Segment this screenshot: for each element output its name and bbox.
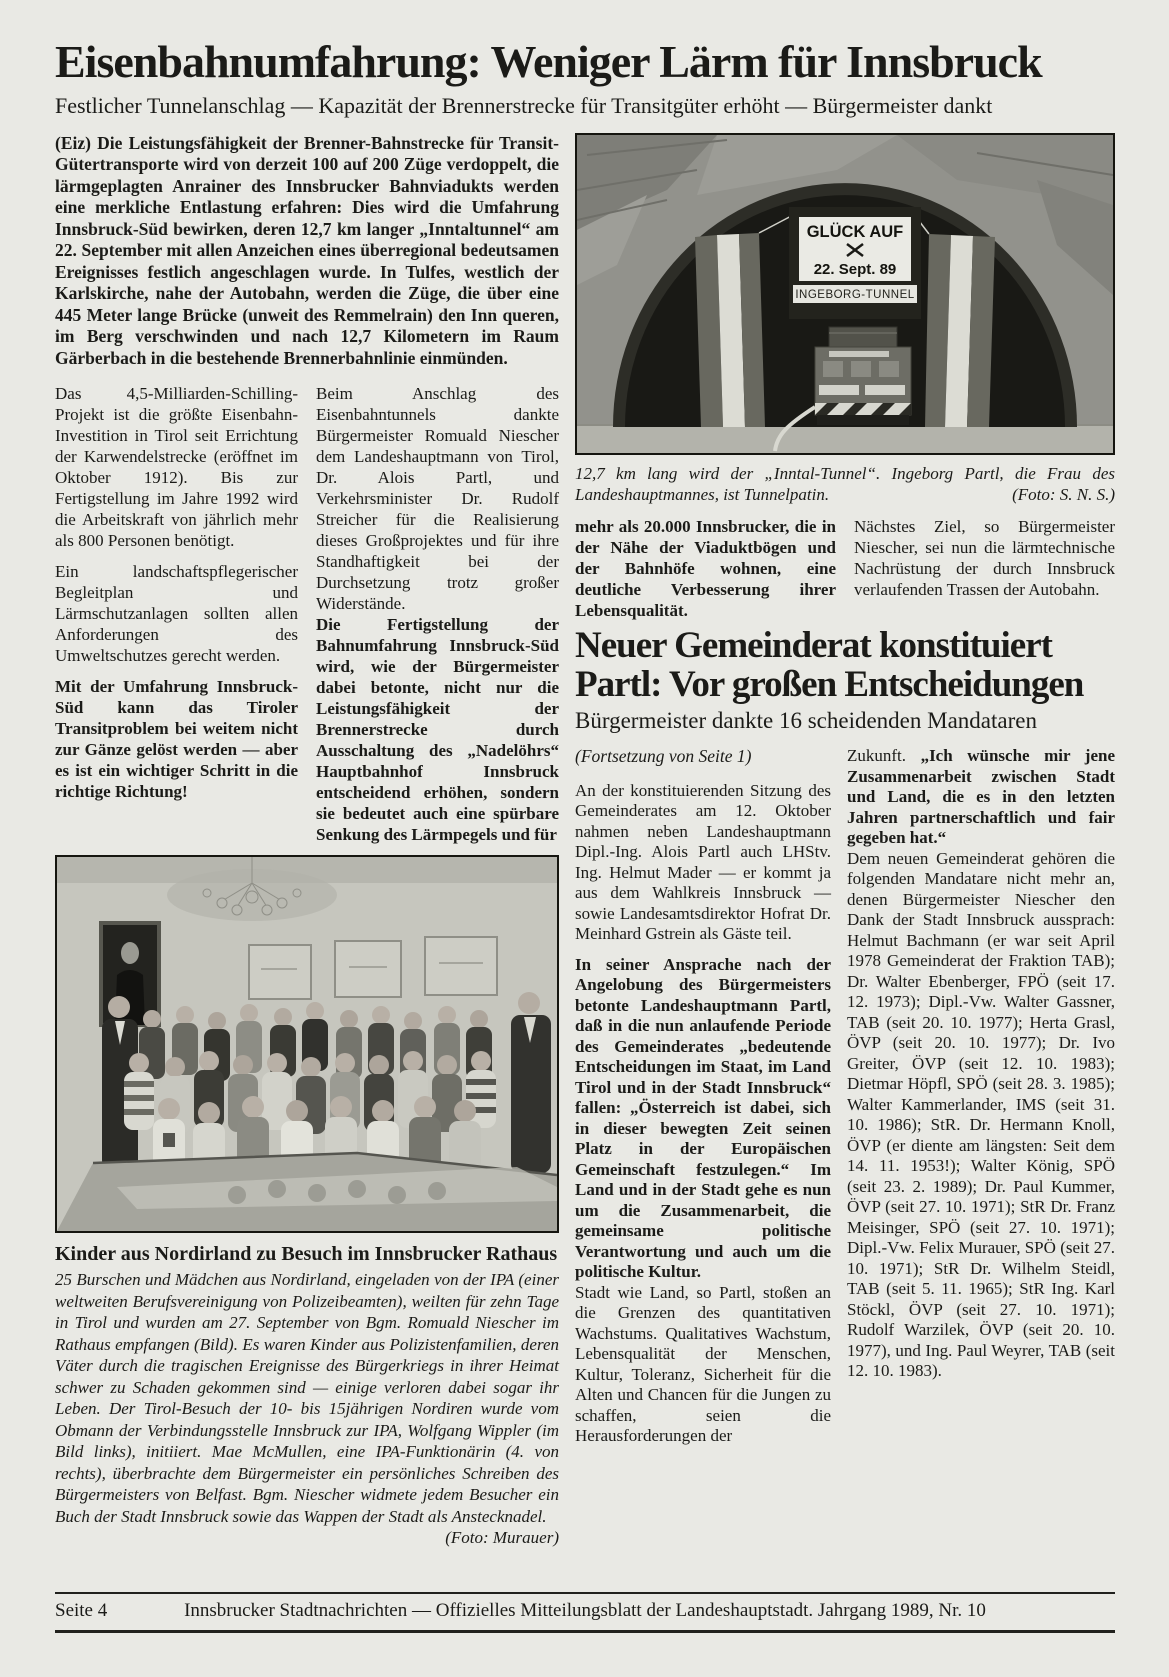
- paragraph: [847, 746, 1115, 849]
- paragraph: Ein landschaftspflegerischer Begleitplan und Lärmschutzanlagen sollten allen Anforderungen des Umweltschutzes gerecht werden.: [55, 562, 298, 666]
- ground: [577, 425, 1113, 453]
- article2-column-2: [847, 746, 1115, 1447]
- group-photo-caption-title: Kinder aus Nordirland zu Besuch im Innsbrucker Rathaus: [55, 1243, 558, 1266]
- article1-column-4: [854, 516, 1115, 621]
- group-photo-caption-text: 25 Burschen und Mädchen aus Nordirland, eingeladen von der IPA (einer weltweiten Berufsvereinigung von Polizeibeamten), weilten für zehn Tage in Tirol und wurden am 27. September von Bgm. Romuald Niescher im Rathaus empfangen (Bild). Es waren Kinder aus Polizistenfamilien, deren Väter durch die tragischen Ereignisse des Bürgerkriegs in ihrer Heimat schwer zu Schaden gekommen sind — einige verloren dabei sogar ihr Leben. Der Tirol-Besuch der 10- bis 15jährigen Nordiren wurde vom Obmann der Verbindungsstelle Innsbruck zur IPA, Wolfgang Wippler (im Bild links), initiiert. Mae McMullen, eine IPA-Funktionärin (4. von rechts), überbrachte dem Bürgermeister ein persönliches Schreiben des Bürgermeisters von Belfast. Bgm. Niescher widmete jedem Besucher ein Buch der Stadt Innsbruck sowie das Wappen der Stadt als Anstecknadel.: [55, 1270, 559, 1526]
- article1-columns-continued: [575, 516, 1115, 621]
- page-footer: [55, 1592, 1115, 1633]
- hazard-stripes: [815, 403, 911, 415]
- page-content: [55, 38, 1115, 1549]
- paragraph: mehr als 20.000 Innsbrucker, die in der Nähe der Viaduktbögen und der Bahnhöfe wohnen, eine deutliche Verbesserung ihrer Lebensqualität.: [575, 516, 836, 620]
- main-layout: [55, 133, 1115, 1549]
- article1-column-2: [316, 383, 559, 845]
- tunnel-sign: [789, 207, 921, 319]
- paragraph: Die Fertigstellung der Bahnumfahrung Innsbruck-Süd wird, wie der Bürgermeister dabei betonte, nicht nur die Leistungsfähigkeit der Brennerstrecke durch Ausschaltung des „Nadelöhrs“ Hauptbahnhof Innsbruck entscheidend erhöhen, sondern sie bedeutet auch eine spürbare Senkung des Lärmpegels und für: [316, 615, 559, 845]
- article1-headline: Eisenbahnumfahrung: Weniger Lärm für Innsbruck: [55, 36, 1042, 87]
- paragraph: Stadt wie Land, so Partl, stoßen an die Grenzen des quantitativen Wachstums. Qualitatives Wachstum, Lebensqualität der Menschen, Kultur, Toleranz, Sicherheit für die Alten und Chancen für die Jungen zu schaffen, seien die Herausforderungen der: [575, 1282, 831, 1446]
- left-region: [55, 133, 559, 1549]
- tunnel-photo-caption: [575, 463, 1115, 506]
- paragraph: Mit der Umfahrung Innsbruck-Süd kann das Tiroler Transitproblem bei weitem nicht zur Gänze gelöst werden — aber es ist ein wichtiger Schritt in die richtige Richtung!: [55, 677, 298, 802]
- tunnel-photo-caption-text: 12,7 km lang wird der „Inntal-Tunnel“. Ingeborg Partl, die Frau des Landeshauptmannes, ist Tunnelpatin.: [575, 463, 1115, 505]
- right-region: [575, 133, 1115, 1447]
- paragraph: In seiner Ansprache nach der Angelobung des Bürgermeisters betonte Landeshauptmann Partl, daß in die nun anlaufende Periode des Gemeinderates „bedeutende Entscheidungen im Staat, im Land Tirol und in der Stadt Innsbruck“ fallen: „Österreich ist dabei, sich in dieser bewegten Zeit seinen Platz in der Europäischen Gemeinschaft festzulegen.“ Im Land und in der Stadt gehe es nun um die Zusammenarbeit, die gemeinsame politische Verantwortung und auch um die politische Kultur.: [575, 954, 831, 1282]
- paragraph-lead-in: Zukunft.: [847, 746, 921, 766]
- page-number-label: Seite 4: [55, 1600, 108, 1621]
- article1-lead-paragraph: (Eiz) Die Leistungsfähigkeit der Brenner-Bahnstrecke für Transit-Gütertransporte wird von derzeit 100 auf 200 Züge verdoppelt, die lärmgeplagten Anrainer des Innsbrucker Bahnviadukts werden eine merkliche Entlastung erfahren: Dies wird die Umfahrung Innsbruck-Süd bewirken, deren 12,7 km langer „Inntaltunnel“ am 22. September mit allen Anzeichen eines überregional bedeutsamen Ereignisses festlich angeschlagen wurde. In Tulfes, westlich der Karlskirche, nahe der Autobahn, werden die Züge, die über eine 445 Meter lange Brücke (unweit des Remmelrain) den Inn queren, im Berg verschwinden und nach 12,7 Kilometern im Raum Gärberbach in die bestehende Brennerbahnlinie einmünden.: [55, 132, 559, 368]
- paragraph: An der konstituierenden Sitzung des Gemeinderates am 12. Oktober nahmen neben Landeshauptmann Dipl.-Ing. Alois Partl auch LHStv. Ing. Helmut Mader — er kommt ja aus dem Wahlkreis Innsbruck — sowie Landesamtsdirektor Hofrat Dr. Meinhard Gstrein als Gäste teil.: [575, 780, 831, 944]
- article2-headline: [575, 624, 1115, 705]
- article2-deck: Bürgermeister dankte 16 scheidenden Mandataren: [575, 708, 1037, 734]
- sign-date: 22. Sept. 89: [813, 260, 897, 278]
- sign-motto: GLÜCK AUF: [806, 222, 904, 241]
- group-photo: [57, 857, 557, 1231]
- article2-headline-line2: Partl: Vor großen Entscheidungen: [575, 663, 1084, 705]
- article2-headline-line1: Neuer Gemeinderat konstituiert: [575, 624, 1052, 666]
- article1-columns: [55, 383, 559, 845]
- paragraph: Beim Anschlag des Eisenbahntunnels dankte Bürgermeister Romuald Niescher dem Landeshauptmann von Tirol, Dr. Alois Partl, und Verkehrsminister Dr. Rudolf Streicher für die Realisierung dieses Großprojektes und für ihre Standhaftigkeit bei der Durchsetzung trotz großer Widerstände.: [316, 384, 559, 614]
- tunnel-photo-credit: (Foto: S. N. S.): [1012, 485, 1115, 505]
- group-photo-credit: (Foto: Murauer): [445, 1528, 559, 1548]
- article1-subheadline: Festlicher Tunnelanschlag — Kapazität der Brennerstrecke für Transitgüter erhöht — Bürgermeister dankt: [55, 92, 993, 118]
- article2-columns: [575, 746, 1115, 1447]
- adult-right: [511, 992, 551, 1173]
- continuation-note: (Fortsetzung von Seite 1): [575, 746, 752, 767]
- article1-column-3: [575, 516, 836, 621]
- paragraph: Das 4,5-Milliarden-Schilling-Projekt ist die größte Eisenbahn-Investition in Tirol seit Errichtung der Karwendelstrecke (eröffnet im Oktober 1912). Bis zur Fertigstellung im Jahre 1992 wird die Arbeitskraft von jährlich mehr als 800 Personen benötigt.: [55, 384, 298, 551]
- quote-text: „Ich wünsche mir jene Zusammenarbeit zwischen Stadt und Land, die es in den letzten Jahren partnerschaftlich und fair gegeben hat.“: [847, 746, 1115, 848]
- wall-paintings: [249, 937, 497, 999]
- group-photo-caption: [55, 1269, 559, 1548]
- paragraph: Nächstes Ziel, so Bürgermeister Niescher, sei nun die lärmtechnische Nachrüstung der durch Innsbruck verlaufenden Trassen der Autobahn.: [854, 516, 1115, 599]
- tunnel-photo-frame: [575, 133, 1115, 455]
- masthead-line: Innsbrucker Stadtnachrichten — Offizielles Mitteilungsblatt der Landeshauptstadt. Jahrgang 1989, Nr. 10: [184, 1600, 986, 1621]
- article2-column-1: [575, 746, 831, 1447]
- article1-column-1: [55, 383, 298, 845]
- group-photo-frame: [55, 855, 559, 1233]
- tunnel-photo: [577, 135, 1113, 453]
- footer-row: [55, 1600, 1115, 1622]
- paragraph: Dem neuen Gemeinderat gehören die folgenden Mandatare nicht mehr an, denen Bürgermeister Niescher den Dank der Stadt Innsbruck aussprach: Helmut Bachmann (er war seit April 1978 Gemeinderat der Fraktion TAB); Dr. Walter Ebenberger, FPÖ (seit 17. 12. 1973); Dipl.-Vw. Walter Gassner, TAB (seit 20. 10. 1977); Herta Grasl, ÖVP (seit 20. 10. 1977); Dr. Ivo Greiter, ÖVP (seit 12. 10. 1983); Dietmar Höpfl, SPÖ (seit 28. 3. 1985); Walter Kammerlander, IMS (seit 31. 10. 1986); StR. Dr. Hermann Knoll, ÖVP (er diente am längsten: Seit dem 14. 11. 1953!); Walter König, SPÖ (seit 23. 2. 1989); Dr. Paul Kummer, ÖVP (seit 27. 10. 1971); StR Dr. Franz Meisinger, SPÖ (seit 27. 10. 1971); Dipl.-Vw. Felix Murauer, SPÖ (seit 27. 10. 1971); StR Dr. Wilhelm Steidl, TAB (seit 5. 11. 1965); StR Ing. Karl Stöckl, ÖVP (seit 27. 10. 1971); Rudolf Warzilek, ÖVP (seit 20. 10. 1977), und Ing. Paul Weyrer, TAB (seit 12. 10. 1983).: [847, 848, 1115, 1381]
- sign-name: INGEBORG-TUNNEL: [795, 288, 915, 301]
